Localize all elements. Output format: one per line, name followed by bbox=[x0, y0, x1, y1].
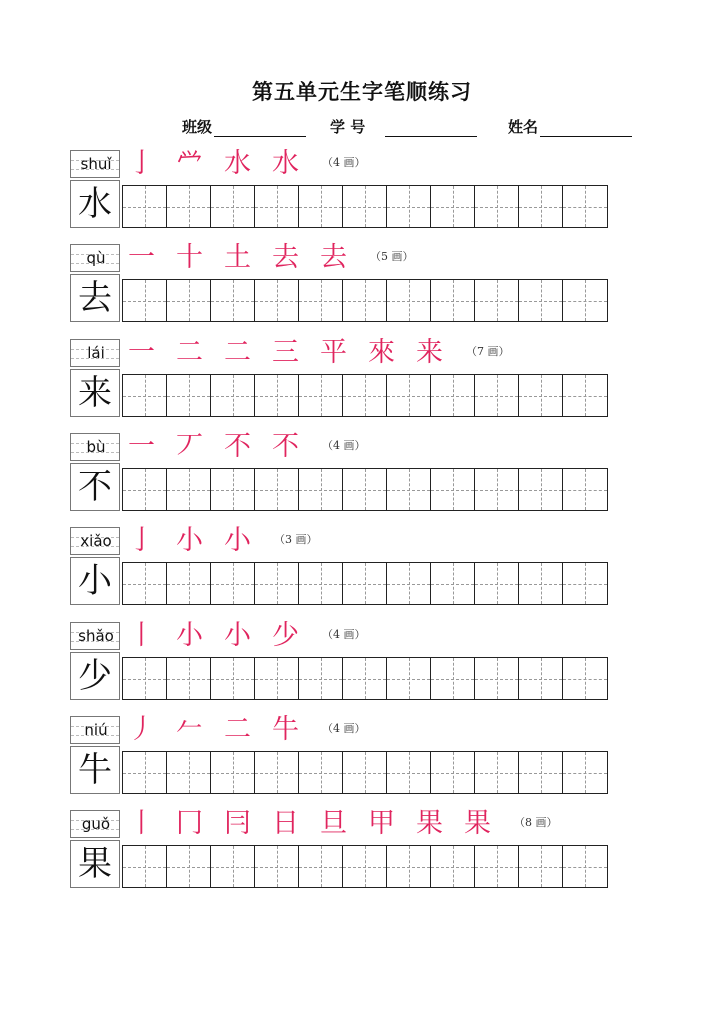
stroke-order bbox=[128, 244, 414, 272]
writing-cell[interactable] bbox=[299, 752, 343, 793]
writing-cell[interactable] bbox=[211, 186, 255, 227]
character-row bbox=[70, 150, 630, 236]
stroke-order bbox=[128, 622, 366, 650]
stroke-step: 冂 bbox=[176, 808, 203, 839]
pinyin-text: bù bbox=[86, 438, 106, 456]
stroke-order bbox=[128, 716, 366, 744]
stroke-step: 不 bbox=[272, 431, 299, 462]
writing-cell[interactable] bbox=[123, 846, 167, 887]
character-row bbox=[70, 810, 630, 896]
writing-cell[interactable] bbox=[211, 375, 255, 416]
writing-cell[interactable] bbox=[387, 563, 431, 604]
writing-cell[interactable] bbox=[167, 563, 211, 604]
number-label: 学 号 bbox=[330, 118, 366, 136]
writing-cell[interactable] bbox=[431, 469, 475, 510]
stroke-step: 平 bbox=[320, 337, 347, 368]
writing-cell[interactable] bbox=[123, 658, 167, 699]
writing-grid bbox=[122, 562, 608, 605]
pinyin-box bbox=[70, 150, 120, 178]
writing-cell[interactable] bbox=[299, 469, 343, 510]
writing-cell[interactable] bbox=[387, 846, 431, 887]
writing-cell[interactable] bbox=[431, 375, 475, 416]
writing-cell[interactable] bbox=[343, 280, 387, 321]
stroke-step: 水 bbox=[272, 148, 299, 179]
writing-cell[interactable] bbox=[431, 280, 475, 321]
pinyin-box bbox=[70, 339, 120, 367]
pinyin-text: niú bbox=[84, 721, 108, 739]
stroke-step: 丨 bbox=[128, 808, 155, 839]
character-box bbox=[70, 180, 120, 228]
stroke-step: 水 bbox=[224, 148, 251, 179]
page-title: 第五单元生字笔顺练习 bbox=[252, 80, 472, 104]
number-blank[interactable] bbox=[385, 119, 477, 137]
writing-grid bbox=[122, 468, 608, 511]
character-box bbox=[70, 463, 120, 511]
stroke-order bbox=[128, 527, 318, 555]
writing-cell[interactable] bbox=[167, 186, 211, 227]
writing-grid bbox=[122, 751, 608, 794]
stroke-step: 一 bbox=[128, 337, 155, 368]
writing-cell[interactable] bbox=[475, 658, 519, 699]
stroke-step: 三 bbox=[272, 337, 299, 368]
writing-cell[interactable] bbox=[387, 375, 431, 416]
stroke-count: （4 画） bbox=[322, 156, 366, 169]
character-box bbox=[70, 840, 120, 888]
pinyin-box bbox=[70, 622, 120, 650]
writing-cell[interactable] bbox=[167, 846, 211, 887]
stroke-step: 少 bbox=[272, 620, 299, 651]
character-row bbox=[70, 716, 630, 802]
stroke-step: 果 bbox=[416, 808, 443, 839]
character-row bbox=[70, 622, 630, 708]
stroke-count: （8 画） bbox=[514, 816, 558, 829]
writing-cell[interactable] bbox=[387, 469, 431, 510]
stroke-step: 一 bbox=[128, 242, 155, 273]
writing-cell[interactable] bbox=[563, 469, 607, 510]
writing-cell[interactable] bbox=[475, 563, 519, 604]
stroke-step: 小 bbox=[176, 620, 203, 651]
writing-cell[interactable] bbox=[475, 846, 519, 887]
writing-cell[interactable] bbox=[519, 280, 563, 321]
writing-cell[interactable] bbox=[255, 846, 299, 887]
writing-cell[interactable] bbox=[475, 469, 519, 510]
stroke-step: 一 bbox=[128, 431, 155, 462]
writing-cell[interactable] bbox=[299, 846, 343, 887]
stroke-step: 小 bbox=[176, 525, 203, 556]
writing-cell[interactable] bbox=[343, 658, 387, 699]
writing-cell[interactable] bbox=[255, 658, 299, 699]
stroke-step: 丨 bbox=[128, 620, 155, 651]
model-character: 水 bbox=[78, 184, 112, 224]
character-row bbox=[70, 244, 630, 330]
writing-cell[interactable] bbox=[211, 563, 255, 604]
writing-cell[interactable] bbox=[255, 563, 299, 604]
pinyin-text: guǒ bbox=[81, 815, 111, 833]
stroke-step: 土 bbox=[224, 242, 251, 273]
stroke-step: 𠂉 bbox=[176, 714, 203, 745]
writing-cell[interactable] bbox=[167, 469, 211, 510]
stroke-step: 十 bbox=[176, 242, 203, 273]
pinyin-box bbox=[70, 810, 120, 838]
stroke-step: 日 bbox=[272, 808, 299, 839]
stroke-count: （4 画） bbox=[322, 722, 366, 735]
writing-grid bbox=[122, 185, 608, 228]
stroke-step: 冃 bbox=[224, 808, 251, 839]
name-field bbox=[508, 116, 632, 137]
pinyin-text: xiǎo bbox=[80, 532, 112, 550]
stroke-step: 甲 bbox=[368, 808, 395, 839]
character-box bbox=[70, 274, 120, 322]
model-character: 来 bbox=[78, 373, 112, 413]
stroke-step: 去 bbox=[272, 242, 299, 273]
writing-cell[interactable] bbox=[343, 846, 387, 887]
stroke-step: 牛 bbox=[272, 714, 299, 745]
writing-cell[interactable] bbox=[123, 563, 167, 604]
stroke-step: 亅 bbox=[128, 148, 155, 179]
writing-cell[interactable] bbox=[563, 186, 607, 227]
writing-cell[interactable] bbox=[255, 280, 299, 321]
writing-cell[interactable] bbox=[387, 280, 431, 321]
writing-cell[interactable] bbox=[255, 469, 299, 510]
character-box bbox=[70, 369, 120, 417]
stroke-step: 丿 bbox=[128, 714, 155, 745]
class-label: 班级 bbox=[182, 118, 213, 136]
model-character: 牛 bbox=[78, 750, 112, 790]
writing-cell[interactable] bbox=[387, 752, 431, 793]
pinyin-box bbox=[70, 244, 120, 272]
writing-cell[interactable] bbox=[563, 846, 607, 887]
writing-cell[interactable] bbox=[343, 375, 387, 416]
writing-cell[interactable] bbox=[431, 563, 475, 604]
writing-cell[interactable] bbox=[211, 658, 255, 699]
model-character: 不 bbox=[78, 467, 112, 507]
stroke-step: 來 bbox=[368, 337, 395, 368]
writing-cell[interactable] bbox=[167, 752, 211, 793]
writing-cell[interactable] bbox=[519, 469, 563, 510]
writing-cell[interactable] bbox=[255, 752, 299, 793]
pinyin-text: shǎo bbox=[78, 627, 114, 645]
stroke-step: 不 bbox=[224, 431, 251, 462]
writing-cell[interactable] bbox=[167, 658, 211, 699]
stroke-count: （7 画） bbox=[466, 345, 510, 358]
writing-cell[interactable] bbox=[563, 563, 607, 604]
writing-cell[interactable] bbox=[519, 658, 563, 699]
stroke-step: 旦 bbox=[320, 808, 347, 839]
stroke-order bbox=[128, 339, 510, 367]
writing-cell[interactable] bbox=[299, 658, 343, 699]
writing-cell[interactable] bbox=[387, 186, 431, 227]
stroke-count: （5 画） bbox=[370, 250, 414, 263]
writing-grid bbox=[122, 845, 608, 888]
writing-cell[interactable] bbox=[519, 752, 563, 793]
name-blank[interactable] bbox=[540, 119, 632, 137]
character-row bbox=[70, 339, 630, 425]
writing-cell[interactable] bbox=[563, 658, 607, 699]
pinyin-text: lái bbox=[87, 344, 105, 362]
writing-cell[interactable] bbox=[563, 752, 607, 793]
writing-cell[interactable] bbox=[299, 186, 343, 227]
pinyin-box bbox=[70, 527, 120, 555]
writing-cell[interactable] bbox=[519, 563, 563, 604]
pinyin-box bbox=[70, 433, 120, 461]
writing-cell[interactable] bbox=[431, 752, 475, 793]
stroke-step: 二 bbox=[224, 337, 251, 368]
writing-cell[interactable] bbox=[431, 846, 475, 887]
stroke-step: 丆 bbox=[176, 431, 203, 462]
number-field bbox=[330, 116, 477, 137]
writing-cell[interactable] bbox=[475, 186, 519, 227]
writing-grid bbox=[122, 279, 608, 322]
writing-cell[interactable] bbox=[123, 280, 167, 321]
stroke-order bbox=[128, 150, 366, 178]
model-character: 少 bbox=[78, 656, 112, 696]
writing-cell[interactable] bbox=[343, 752, 387, 793]
stroke-step: 果 bbox=[464, 808, 491, 839]
character-box bbox=[70, 557, 120, 605]
writing-cell[interactable] bbox=[211, 280, 255, 321]
writing-cell[interactable] bbox=[431, 658, 475, 699]
stroke-step: 去 bbox=[320, 242, 347, 273]
stroke-count: （4 画） bbox=[322, 439, 366, 452]
writing-cell[interactable] bbox=[343, 563, 387, 604]
writing-cell[interactable] bbox=[431, 186, 475, 227]
character-row bbox=[70, 527, 630, 613]
class-blank[interactable] bbox=[214, 119, 306, 137]
stroke-step: 二 bbox=[176, 337, 203, 368]
stroke-count: （4 画） bbox=[322, 628, 366, 641]
writing-cell[interactable] bbox=[123, 375, 167, 416]
writing-cell[interactable] bbox=[563, 375, 607, 416]
character-box bbox=[70, 746, 120, 794]
writing-cell[interactable] bbox=[343, 186, 387, 227]
student-info bbox=[0, 116, 724, 140]
writing-cell[interactable] bbox=[211, 752, 255, 793]
writing-cell[interactable] bbox=[211, 469, 255, 510]
writing-cell[interactable] bbox=[123, 752, 167, 793]
stroke-step: 小 bbox=[224, 620, 251, 651]
writing-cell[interactable] bbox=[475, 375, 519, 416]
writing-cell[interactable] bbox=[563, 280, 607, 321]
writing-cell[interactable] bbox=[167, 375, 211, 416]
pinyin-text: shuǐ bbox=[80, 155, 112, 173]
writing-cell[interactable] bbox=[167, 280, 211, 321]
character-box bbox=[70, 652, 120, 700]
writing-cell[interactable] bbox=[519, 846, 563, 887]
stroke-step: 二 bbox=[224, 714, 251, 745]
writing-cell[interactable] bbox=[475, 752, 519, 793]
stroke-step: 小 bbox=[224, 525, 251, 556]
writing-cell[interactable] bbox=[255, 186, 299, 227]
writing-cell[interactable] bbox=[211, 846, 255, 887]
character-row bbox=[70, 433, 630, 519]
stroke-count: （3 画） bbox=[274, 533, 318, 546]
writing-cell[interactable] bbox=[123, 186, 167, 227]
writing-cell[interactable] bbox=[387, 658, 431, 699]
stroke-step: 亅 bbox=[128, 525, 155, 556]
writing-cell[interactable] bbox=[519, 375, 563, 416]
writing-cell[interactable] bbox=[475, 280, 519, 321]
class-field bbox=[182, 116, 306, 137]
pinyin-text: qù bbox=[86, 249, 106, 267]
model-character: 去 bbox=[78, 278, 112, 318]
name-label: 姓名 bbox=[508, 118, 539, 136]
writing-grid bbox=[122, 374, 608, 417]
writing-cell[interactable] bbox=[343, 469, 387, 510]
writing-cell[interactable] bbox=[255, 375, 299, 416]
pinyin-box bbox=[70, 716, 120, 744]
stroke-step: 𰃮 bbox=[176, 148, 203, 179]
writing-cell[interactable] bbox=[299, 280, 343, 321]
stroke-order bbox=[128, 433, 366, 461]
writing-grid bbox=[122, 657, 608, 700]
model-character: 果 bbox=[78, 844, 112, 884]
stroke-order bbox=[128, 810, 558, 838]
writing-cell[interactable] bbox=[123, 469, 167, 510]
writing-cell[interactable] bbox=[519, 186, 563, 227]
model-character: 小 bbox=[78, 561, 112, 601]
stroke-step: 来 bbox=[416, 337, 443, 368]
writing-cell[interactable] bbox=[299, 375, 343, 416]
writing-cell[interactable] bbox=[299, 563, 343, 604]
